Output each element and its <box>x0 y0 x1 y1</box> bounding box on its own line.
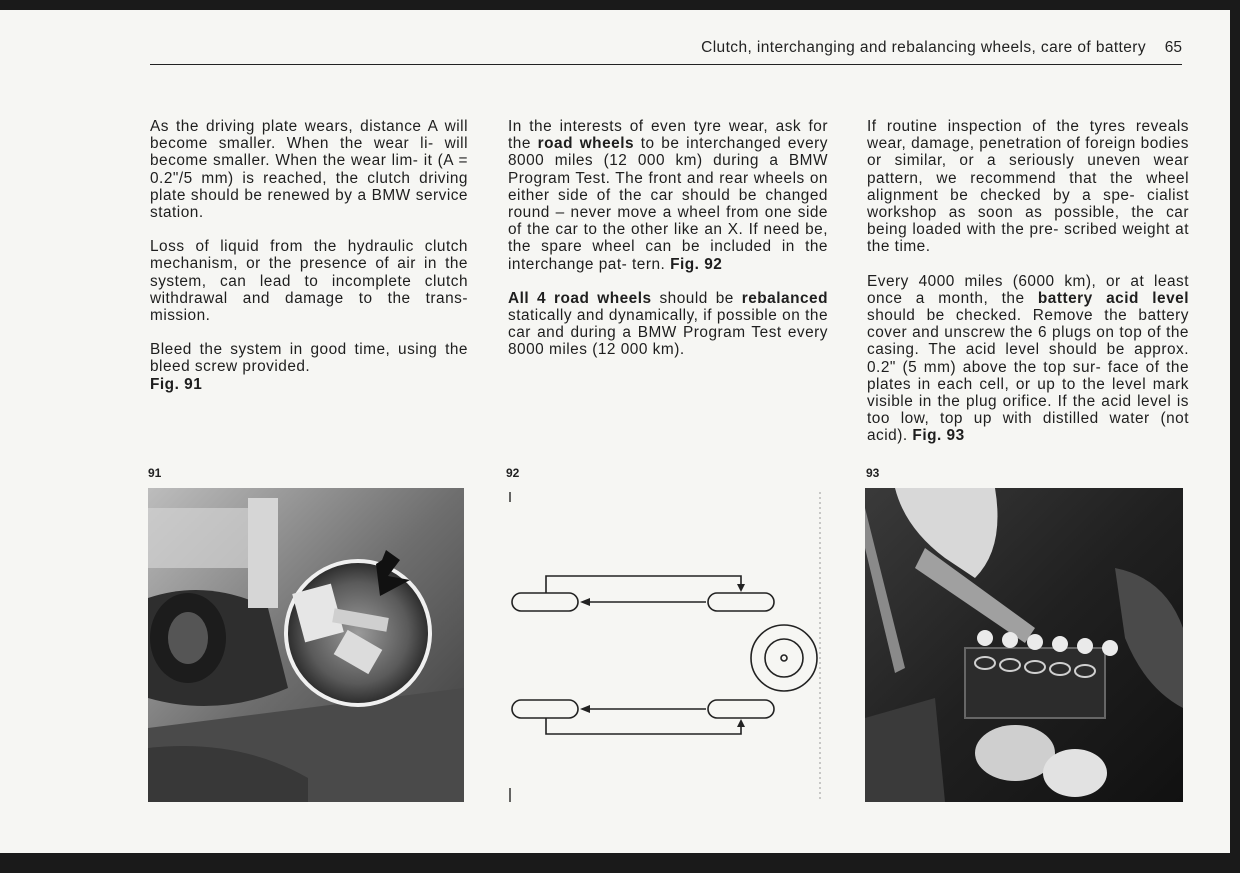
wheel-rear-right <box>708 700 774 718</box>
figure-91-clutch-photo <box>148 488 464 802</box>
text-column-wheels <box>508 118 828 376</box>
wheel-rear-left <box>512 700 578 718</box>
spare-wheel-outer <box>751 625 817 691</box>
paragraph-interchange <box>508 118 828 273</box>
fig-ref-91: Fig. 91 <box>150 375 203 393</box>
paragraph-plate-wear: As the driving plate wears, distance A will become smaller. When the wear li- will become smaller. When the wear lim- it (A = 0.2"/5 mm) is reached, the clutch driving plate should be renewed by a BMW service station. <box>150 118 468 222</box>
bold-rebalanced: rebalanced <box>741 289 828 307</box>
text-run: statically and dynamically, if possible on the car and during a BMW Program Test every 8000 miles (12 000 km). <box>508 307 828 359</box>
figure-label-91: 91 <box>148 466 162 480</box>
fig-ref-93: Fig. 93 <box>912 427 965 445</box>
fig-ref-92: Fig. 92 <box>670 255 723 273</box>
figure-label-93: 93 <box>866 466 880 480</box>
bold-battery-acid-level: battery acid level <box>1037 289 1189 307</box>
text-column-tyres-battery <box>867 118 1189 462</box>
bold-all-4-wheels: All 4 road wheels <box>508 289 652 307</box>
paragraph-bleed <box>150 341 468 393</box>
text-column-clutch <box>150 118 468 410</box>
page-header <box>150 36 1182 65</box>
header-title: Clutch, interchanging and rebalancing wheels, care of battery <box>701 39 1146 56</box>
text-run: to be interchanged every 8000 miles (12 000 km) during a BMW Program Test. The front and rear wheels on either side of the car should be changed round – never move a wheel from one side of the car to the other like an X. If need be, the spare wheel can be included in the interchange pat- tern. <box>508 135 828 273</box>
manual-page <box>0 10 1230 853</box>
figure-label-92: 92 <box>506 466 520 480</box>
wheel-diagram-shapes <box>512 576 817 734</box>
page-number: 65 <box>1164 39 1182 56</box>
wheel-rotation-diagram <box>508 488 822 802</box>
text-run: In the interests of even tyre wear, ask for the <box>508 118 828 153</box>
paragraph-tyre-inspection: If routine inspection of the tyres reveals wear, damage, penetration of foreign bodies or similar, or a seriously uneven wear pattern, we recommend that the wheel alignment be checked by a spe- cialist workshop as soon as possible, the car being loaded with the pre- scribed weight at the time. <box>867 118 1189 256</box>
bleed-text: Bleed the system in good time, using the bleed screw provided. <box>150 341 468 376</box>
bold-road-wheels: road wheels <box>537 135 635 153</box>
spare-wheel-inner <box>765 639 803 677</box>
text-run: Every 4000 miles (6000 km), or at least once a month, the <box>867 272 1189 307</box>
paragraph-battery <box>867 273 1189 445</box>
paragraph-rebalance <box>508 290 828 359</box>
figure-92-wheel-rotation-diagram <box>508 488 822 802</box>
figure-93-battery-photo <box>865 488 1183 802</box>
text-run: should be <box>651 289 742 307</box>
paragraph-liquid-loss: Loss of liquid from the hydraulic clutch mechanism, or the presence of air in the system, can lead to incomplete clutch withdrawal and damage to the trans- mission. <box>150 238 468 325</box>
wheel-front-right <box>708 593 774 611</box>
wheel-front-left <box>512 593 578 611</box>
battery-photo-illustration <box>865 488 1183 802</box>
clutch-photo-illustration <box>148 488 464 802</box>
text-run: should be checked. Remove the battery cover and unscrew the 6 plugs on top of the casing. The acid level should be approx. 0.2" (5 mm) above the top sur- face of the plates in each cell, or up to the level mark visible in the plug orifice. If the acid level is too low, top up with distilled water (not acid). <box>867 307 1189 445</box>
